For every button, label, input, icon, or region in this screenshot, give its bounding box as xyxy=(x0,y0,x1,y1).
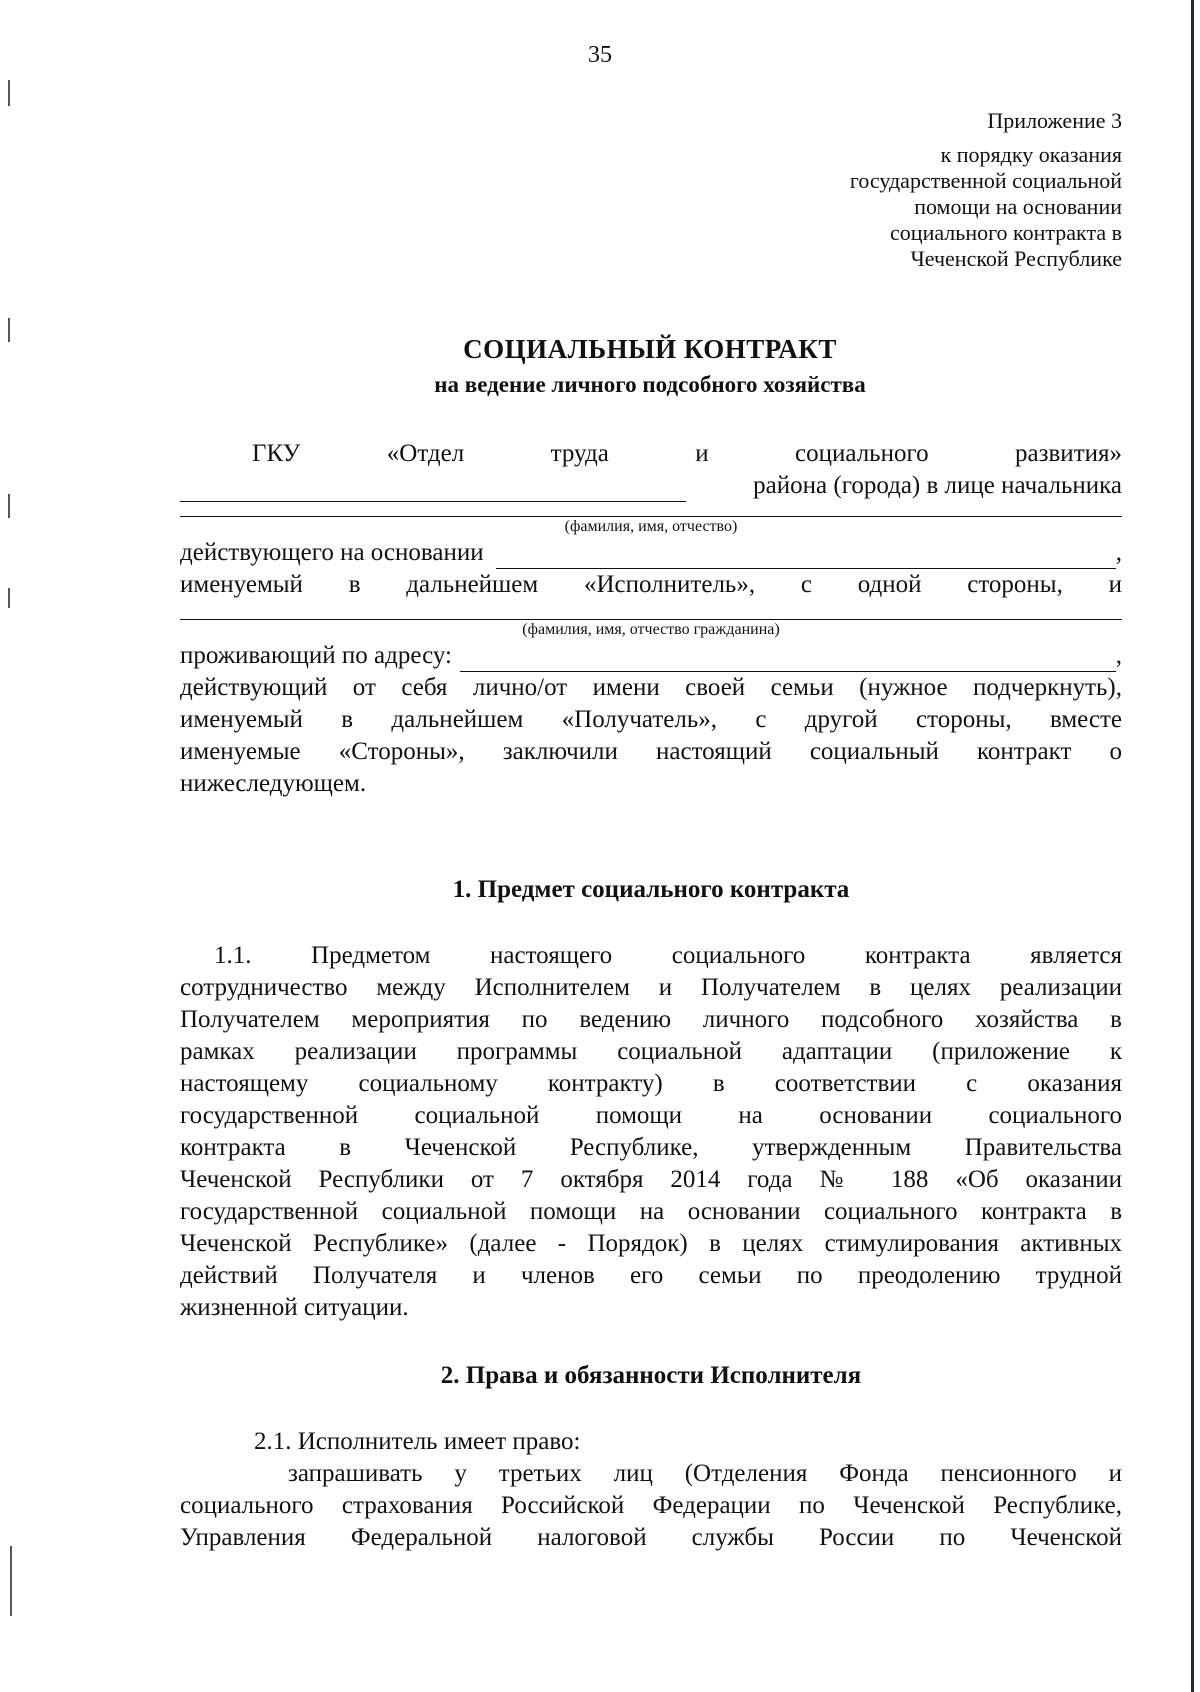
document-subtitle: на ведение личного подсобного хозяйства xyxy=(434,372,866,397)
address-line: проживающий по адресу: , xyxy=(180,640,1122,672)
paragraph-line: государственной социальной помощи на основании социального xyxy=(180,1102,1122,1129)
paragraph-line: настоящему социальному контракту) в соответствии с оказания xyxy=(180,1070,1122,1097)
paragraph-line: действий Получателя и членов его семьи по преодолению трудной xyxy=(180,1262,1122,1289)
citizen-name-blank-field[interactable] xyxy=(180,601,1122,620)
referred-line: именуемый в дальнейшем «Исполнитель», с одной стороны, и xyxy=(180,571,1122,598)
paragraph-line: контракта в Чеченской Республике, утвержденным Правительства xyxy=(180,1134,1122,1161)
paragraph-line: действующий от себя лично/от имени своей семьи (нужное подчеркнуть), xyxy=(180,674,1122,701)
paragraph-line: запрашивать у третьих лиц (Отделения Фонда пенсионного и xyxy=(288,1460,1122,1487)
appendix-line: Чеченской Республике xyxy=(910,246,1122,271)
page-number: 35 xyxy=(588,42,612,68)
paragraph-line: социального страхования Российской Федерации по Чеченской Республике, xyxy=(180,1492,1122,1519)
paragraph-line: 1.1. Предметом настоящего социального контракта является xyxy=(214,942,1122,969)
appendix-line: государственной социальной xyxy=(849,168,1122,193)
district-blank-field[interactable] xyxy=(180,479,686,502)
acting-basis-blank-field[interactable] xyxy=(496,546,1116,569)
section-1-heading: 1. Предмет социального контракта xyxy=(452,876,850,903)
paragraph-line: Чеченской Республике» (далее - Порядок) в целях стимулирования активных xyxy=(180,1230,1122,1257)
address-label: проживающий по адресу: xyxy=(180,642,452,669)
paragraph-line: Получателем мероприятия по ведению личного подсобного хозяйства в xyxy=(180,1006,1122,1033)
item-line: 2.1. Исполнитель имеет право: xyxy=(254,1428,581,1455)
paragraph-line: нижеследующем. xyxy=(180,770,367,797)
contract-parties xyxy=(180,438,1122,800)
field-caption: (фамилия, имя, отчество гражданина) xyxy=(522,621,780,638)
scan-mark xyxy=(8,80,10,106)
acting-basis-line: действующего на основании , xyxy=(180,537,1122,569)
field-caption: (фамилия, имя, отчество) xyxy=(564,518,738,535)
scan-mark xyxy=(8,494,10,518)
paragraph-line: рамках реализации программы социальной адаптации (приложение к xyxy=(180,1038,1122,1065)
scan-mark xyxy=(10,1546,12,1616)
section-1-body xyxy=(180,940,1122,1324)
acting-basis-label: действующего на основании xyxy=(180,539,484,566)
paragraph-line: жизненной ситуации. xyxy=(180,1294,409,1321)
paragraph-line: государственной социальной помощи на основании социального контракта в xyxy=(180,1198,1122,1225)
paragraph-line: именуемый в дальнейшем «Получатель», с другой стороны, вместе xyxy=(180,706,1122,733)
appendix-line: помощи на основании xyxy=(914,194,1122,219)
address-blank-field[interactable] xyxy=(460,649,1116,672)
paragraph-line: Управления Федеральной налоговой службы России по Чеченской xyxy=(180,1524,1122,1551)
paragraph-line: сотрудничество между Исполнителем и Получателем в целях реализации xyxy=(180,974,1122,1001)
document-title: СОЦИАЛЬНЫЙ КОНТРАКТ xyxy=(463,334,837,364)
scan-edge xyxy=(1191,0,1194,1692)
scan-mark xyxy=(8,588,10,608)
intro-line: ГКУ «Отдел труда и социального развития» xyxy=(252,440,1122,467)
paragraph-line: Чеченской Республики от 7 октября 2014 года № 188 «Об оказании xyxy=(180,1166,1122,1193)
appendix-note xyxy=(850,108,1122,272)
appendix-head: Приложение 3 xyxy=(987,108,1122,133)
intro-line-2 xyxy=(180,470,1122,502)
section-2-heading: 2. Права и обязанности Исполнителя xyxy=(440,1362,862,1389)
paragraph-line: именуемые «Стороны», заключили настоящий социальный контракт о xyxy=(180,738,1122,765)
intro-line-tail: района (города) в лице начальника xyxy=(753,472,1122,499)
appendix-line: к порядку оказания xyxy=(940,142,1122,167)
section-2-body xyxy=(180,1426,1122,1554)
head-name-blank-field[interactable] xyxy=(180,502,1122,517)
appendix-line: социального контракта в xyxy=(890,220,1122,245)
